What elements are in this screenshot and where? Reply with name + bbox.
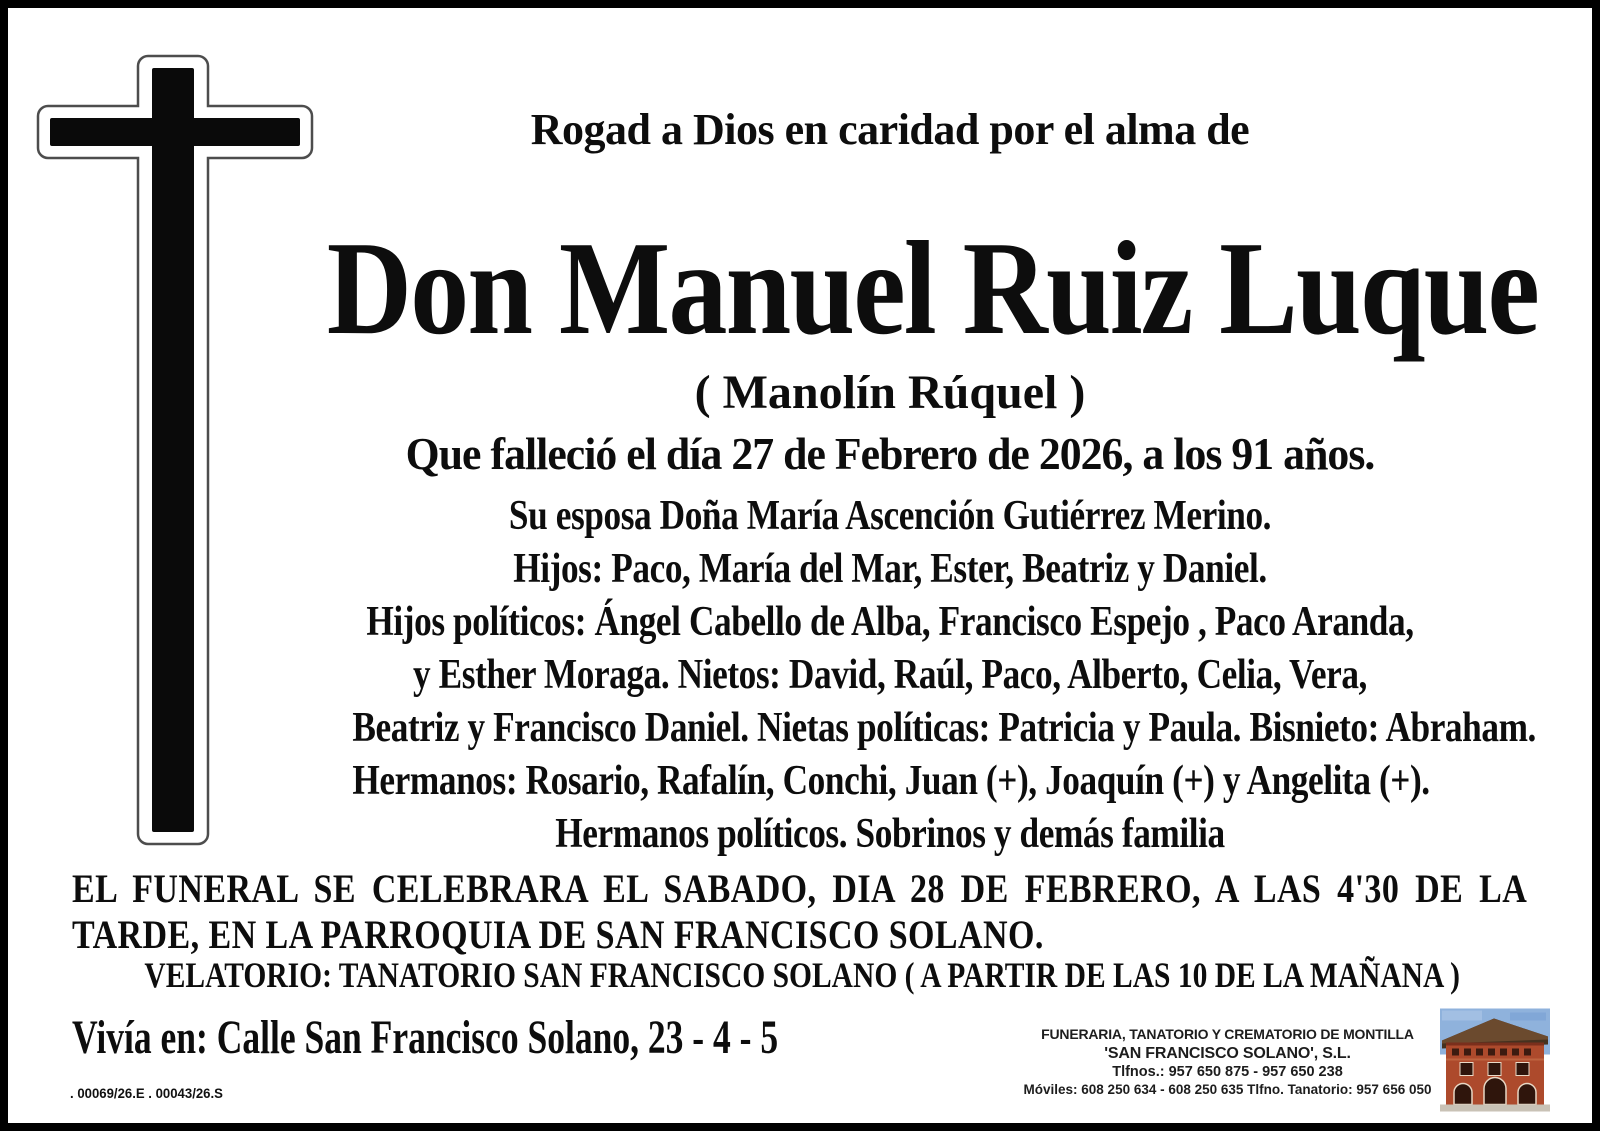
funeral-announcement-line-1: EL FUNERAL SE CELEBRARA EL SABADO, DIA 28 DE FEBRERO, A LAS 4'30 DE LA xyxy=(72,866,1528,911)
funeral-announcement-line-2: TARDE, EN LA PARROQUIA DE SAN FRANCISCO SOLANO. xyxy=(72,912,1044,957)
invocation-text: Rogad a Dios en caridad por el alma de xyxy=(530,105,1250,154)
family-line-grandchildren: y Esther Moraga. Nietos: David, Raúl, Paco, Alberto, Celia, Vera, xyxy=(413,651,1367,698)
family-line-other-family: Hermanos políticos. Sobrinos y demás familia xyxy=(555,810,1225,857)
deceased-name: Don Manuel Ruiz Luque xyxy=(326,214,1539,362)
funeral-home-mobiles-line: Móviles: 608 250 634 - 608 250 635 Tlfno. Tanatorio: 957 656 050 xyxy=(1023,1082,1432,1097)
funeral-home-phones-line: Tlfnos.: 957 650 875 - 957 650 238 xyxy=(1112,1064,1343,1080)
family-line-spouse: Su esposa Doña María Ascención Gutiérrez Merino. xyxy=(508,492,1272,539)
family-line-children-in-law: Hijos políticos: Ángel Cabello de Alba, Francisco Espejo , Paco Aranda, xyxy=(366,598,1414,645)
building-icon xyxy=(1440,1008,1550,1112)
family-line-great-grandchild: Beatriz y Francisco Daniel. Nietas políticas: Patricia y Paula. Bisnieto: Abraham. xyxy=(352,704,1536,751)
family-line-siblings: Hermanos: Rosario, Rafalín, Conchi, Juan (+), Joaquín (+) y Angelita (+). xyxy=(352,757,1430,804)
death-date-line: Que falleció el día 27 de Febrero de 2026, a los 91 años. xyxy=(405,427,1375,479)
funeral-home-building-photo xyxy=(1440,1008,1550,1112)
reference-code: . 00069/26.E . 00043/26.S xyxy=(70,1085,223,1101)
family-line-children: Hijos: Paco, María del Mar, Ester, Beatriz y Daniel. xyxy=(513,545,1267,592)
wake-announcement xyxy=(0,954,1600,996)
deceased-nickname: ( Manolín Rúquel ) xyxy=(694,366,1086,419)
family-list xyxy=(250,490,1536,861)
funeral-home-name-line: FUNERARIA, TANATORIO Y CREMATORIO DE MONTILLA xyxy=(1041,1026,1414,1042)
funeral-announcement xyxy=(72,866,1527,958)
wake-announcement-text: VELATORIO: TANATORIO SAN FRANCISCO SOLANO ( A PARTIR DE LAS 10 DE LA MAÑANA ) xyxy=(144,955,1460,995)
funeral-home-company-line: 'SAN FRANCISCO SOLANO', S.L. xyxy=(1104,1045,1351,1062)
funeral-home-info xyxy=(1005,1026,1450,1098)
announcement-body xyxy=(250,104,1539,861)
residence-address: Vivía en: Calle San Francisco Solano, 23 - 4 - 5 xyxy=(72,1011,779,1064)
